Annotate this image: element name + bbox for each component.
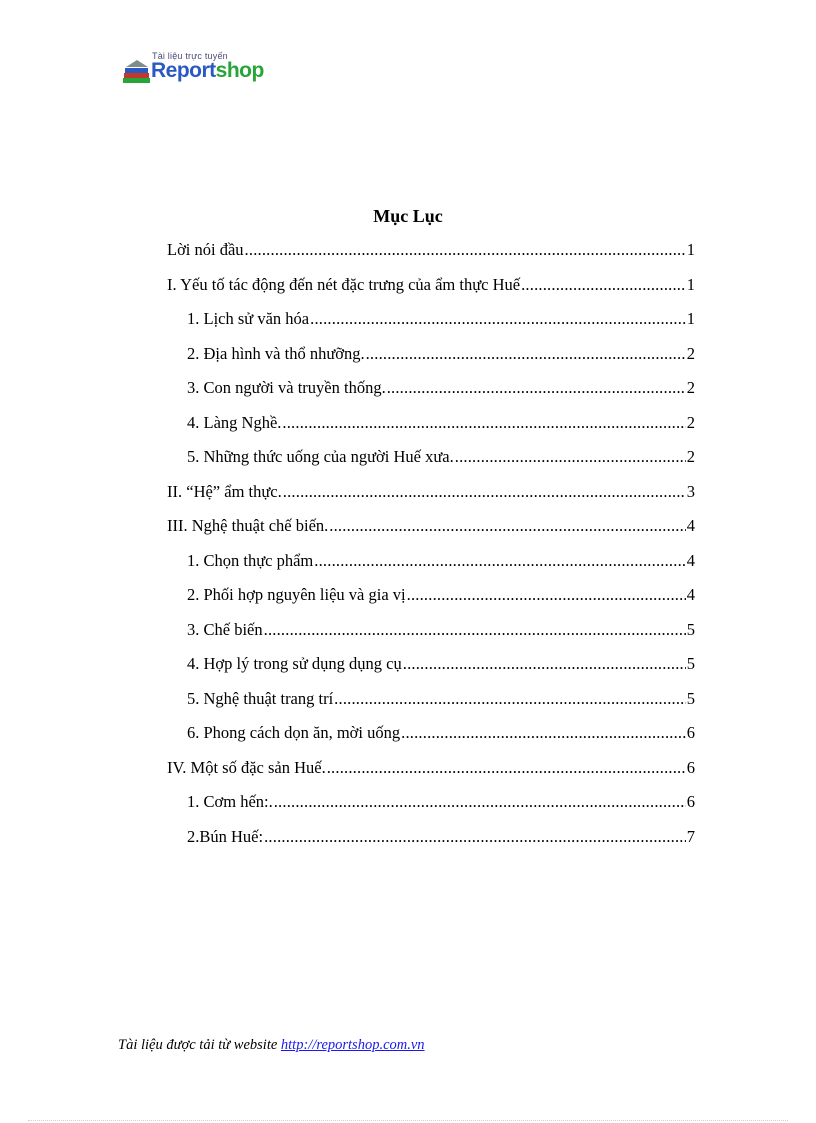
- toc-entry-label: 4. Làng Nghề.: [187, 412, 282, 432]
- toc-entry-label: 5. Những thức uống của người Huế xưa.: [187, 447, 454, 466]
- toc-leader-dots: [521, 275, 686, 295]
- reportshop-logo: [122, 50, 282, 86]
- toc-entry[interactable]: [167, 240, 695, 275]
- toc-entry-page: 4: [686, 516, 695, 535]
- page-edge-divider: [28, 1120, 788, 1121]
- toc-entry-label: 1. Lịch sử văn hóa: [187, 309, 310, 328]
- toc-leader-dots: [327, 758, 686, 778]
- toc-entry-label: Lời nói đầu: [167, 240, 244, 259]
- logo-word-report: Report: [151, 59, 216, 82]
- toc-entry[interactable]: [167, 482, 695, 517]
- toc-leader-dots: [282, 413, 685, 433]
- toc-leader-dots: [329, 516, 685, 536]
- toc-leader-dots: [403, 654, 686, 674]
- toc-entry[interactable]: [167, 516, 695, 551]
- toc-entry[interactable]: [167, 654, 695, 689]
- footer-link[interactable]: http://reportshop.com.vn: [280, 1037, 425, 1053]
- toc-leader-dots: [310, 309, 686, 329]
- toc-leader-dots: [455, 447, 686, 467]
- toc-leader-dots: [401, 723, 686, 743]
- toc-entry-label: IV. Một số đặc sản Huế.: [167, 757, 326, 777]
- toc-entry-page: 1: [686, 240, 695, 259]
- toc-entry-page: 2: [686, 378, 695, 397]
- toc-entry[interactable]: [167, 758, 695, 793]
- toc-entry-page: 6: [686, 757, 695, 777]
- toc-entry[interactable]: [167, 827, 695, 862]
- toc-entry-label: 2. Phối hợp nguyên liệu và gia vị: [187, 585, 406, 604]
- toc-entry-label: 6. Phong cách dọn ăn, mời uống: [187, 723, 401, 742]
- logo-word-shop: shop: [215, 59, 264, 82]
- toc-leader-dots: [334, 689, 686, 709]
- toc-leader-dots: [387, 378, 686, 398]
- toc-leader-dots: [407, 585, 686, 605]
- toc-entry-page: 1: [686, 274, 695, 294]
- toc-leader-dots: [264, 827, 686, 847]
- toc-entry-label: 5. Nghệ thuật trang trí: [187, 688, 334, 708]
- toc-entry-label: I. Yếu tố tác động đến nét đặc trưng của ẩm thực Huế: [167, 274, 521, 294]
- toc-entry-page: 5: [686, 654, 695, 673]
- toc-entry[interactable]: [167, 275, 695, 310]
- toc-entry-page: 1: [686, 309, 695, 328]
- toc-leader-dots: [366, 344, 686, 364]
- toc-entry[interactable]: [167, 309, 695, 344]
- toc-leader-dots: [264, 620, 686, 640]
- toc-entry-page: 2: [686, 412, 695, 432]
- toc-entry-page: 6: [686, 792, 695, 811]
- toc-entry[interactable]: [167, 585, 695, 620]
- toc-entry-page: 4: [686, 550, 695, 570]
- toc-entry[interactable]: [167, 413, 695, 448]
- toc-entry-label: 2. Địa hình và thổ nhưỡng.: [187, 343, 365, 363]
- footer-text: Tài liệu được tải từ website: [118, 1037, 278, 1053]
- toc-entry-page: 3: [686, 481, 695, 501]
- toc-entry-label: II. “Hệ” ẩm thực.: [167, 481, 282, 501]
- toc-leader-dots: [283, 482, 686, 502]
- toc-entry-label: III. Nghệ thuật chế biến.: [167, 516, 329, 535]
- toc-entry-label: 2.Bún Huế:: [187, 826, 264, 846]
- toc-entry[interactable]: [167, 551, 695, 586]
- toc-entry-label: 3. Chế biến: [187, 619, 263, 639]
- toc-entry-page: 6: [686, 723, 695, 742]
- toc-entry-page: 5: [686, 619, 695, 639]
- toc-entry-page: 7: [686, 826, 695, 846]
- toc-entry-page: 4: [686, 585, 695, 604]
- toc-entry-label: 4. Hợp lý trong sử dụng dụng cụ: [187, 654, 402, 673]
- toc-entry[interactable]: [167, 447, 695, 482]
- table-of-contents: [167, 240, 695, 861]
- toc-entry[interactable]: [167, 378, 695, 413]
- toc-entry[interactable]: [167, 792, 695, 827]
- toc-entry[interactable]: [167, 689, 695, 724]
- toc-entry-label: 3. Con người và truyền thống.: [187, 378, 386, 397]
- toc-leader-dots: [274, 792, 686, 812]
- toc-entry[interactable]: [167, 723, 695, 758]
- toc-leader-dots: [245, 240, 686, 260]
- toc-entry-label: 1. Cơm hến:.: [187, 792, 273, 811]
- toc-entry[interactable]: [167, 344, 695, 379]
- logo-tagline: Tài liệu trực tuyến: [152, 51, 228, 61]
- books-icon: [122, 58, 152, 84]
- toc-entry-page: 2: [686, 343, 695, 363]
- toc-entry-page: 5: [686, 688, 695, 708]
- footer: [118, 1037, 425, 1054]
- toc-title: Mục Lục: [373, 206, 443, 226]
- toc-entry-label: 1. Chọn thực phẩm: [187, 550, 314, 570]
- toc-entry[interactable]: [167, 620, 695, 655]
- toc-leader-dots: [314, 551, 685, 571]
- toc-entry-page: 2: [686, 447, 695, 466]
- logo-wordmark: [151, 59, 264, 83]
